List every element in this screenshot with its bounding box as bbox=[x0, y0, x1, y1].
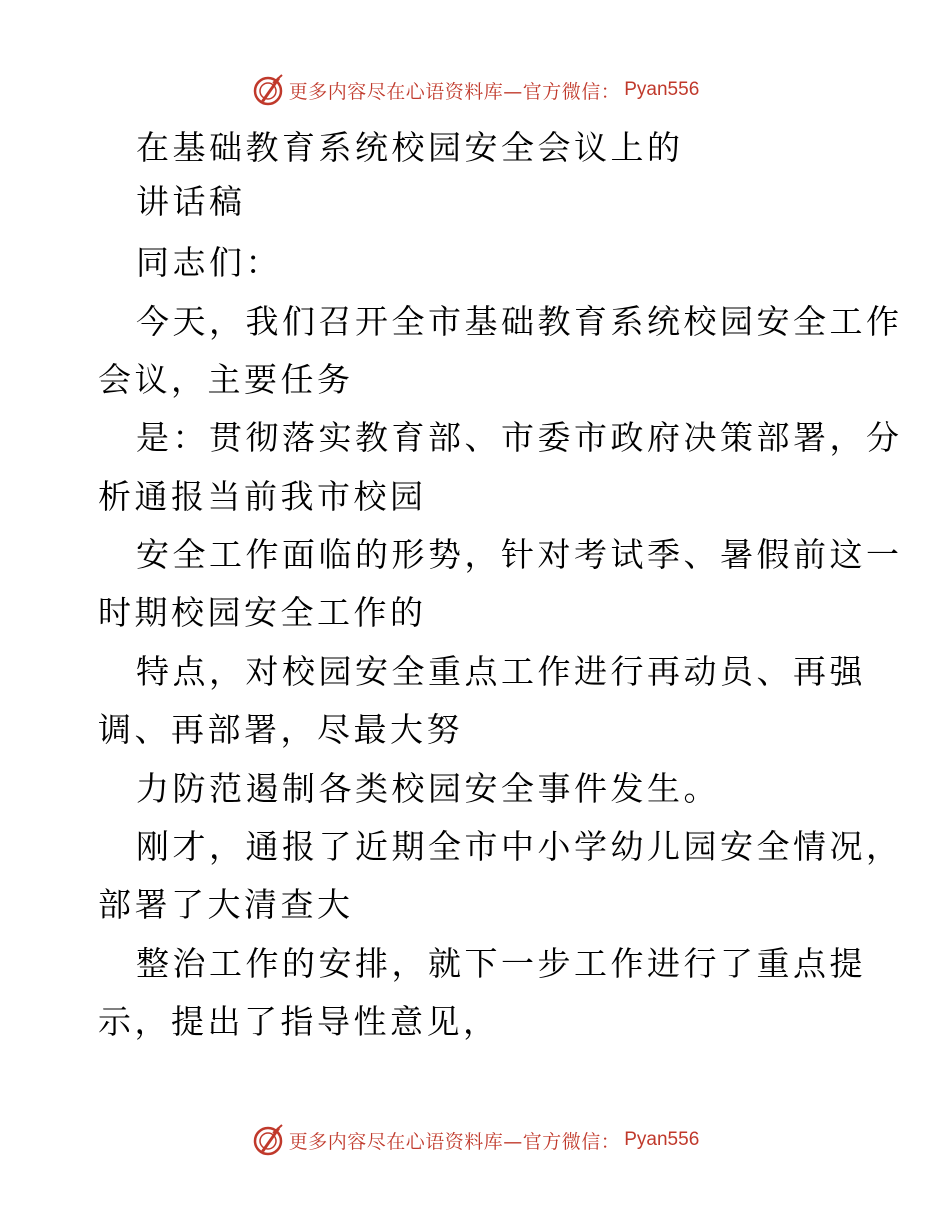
footer-banner-text: 更多内容尽在心语资料库—官方微信： bbox=[288, 1130, 621, 1153]
doc-line: 析通报当前我市校园 bbox=[98, 477, 427, 516]
doc-line: 力防范遏制各类校园安全事件发生。 bbox=[136, 769, 720, 808]
doc-line: 在基础教育系统校园安全会议上的 bbox=[136, 128, 684, 167]
header-banner[interactable] bbox=[0, 70, 950, 110]
doc-line: 是：贯彻落实教育部、市委市政府决策部署，分 bbox=[136, 418, 903, 457]
doc-line: 整治工作的安排，就下一步工作进行了重点提 bbox=[136, 944, 866, 983]
quill-seal-icon bbox=[251, 1123, 285, 1157]
doc-line: 同志们： bbox=[136, 243, 282, 282]
footer-wechat-id: Pyan556 bbox=[624, 1129, 700, 1150]
doc-line: 今天，我们召开全市基础教育系统校园安全工作 bbox=[136, 302, 903, 341]
doc-line: 时期校园安全工作的 bbox=[98, 593, 427, 632]
footer-banner-content bbox=[251, 1123, 700, 1157]
doc-line: 调、再部署，尽最大努 bbox=[98, 710, 463, 749]
header-banner-content bbox=[251, 73, 700, 107]
header-wechat-id: Pyan556 bbox=[624, 79, 700, 100]
doc-line: 特点，对校园安全重点工作进行再动员、再强 bbox=[136, 652, 866, 691]
doc-line: 部署了大清查大 bbox=[98, 885, 354, 924]
doc-line: 安全工作面临的形势，针对考试季、暑假前这一 bbox=[136, 535, 903, 574]
doc-line: 讲话稿 bbox=[136, 182, 246, 221]
header-banner-text: 更多内容尽在心语资料库—官方微信： bbox=[288, 80, 621, 103]
doc-line: 会议，主要任务 bbox=[98, 360, 354, 399]
footer-banner[interactable] bbox=[0, 1120, 950, 1160]
quill-seal-icon bbox=[251, 73, 285, 107]
doc-line: 刚才，通报了近期全市中小学幼儿园安全情况， bbox=[136, 827, 903, 866]
doc-line: 示，提出了指导性意见， bbox=[98, 1002, 500, 1041]
